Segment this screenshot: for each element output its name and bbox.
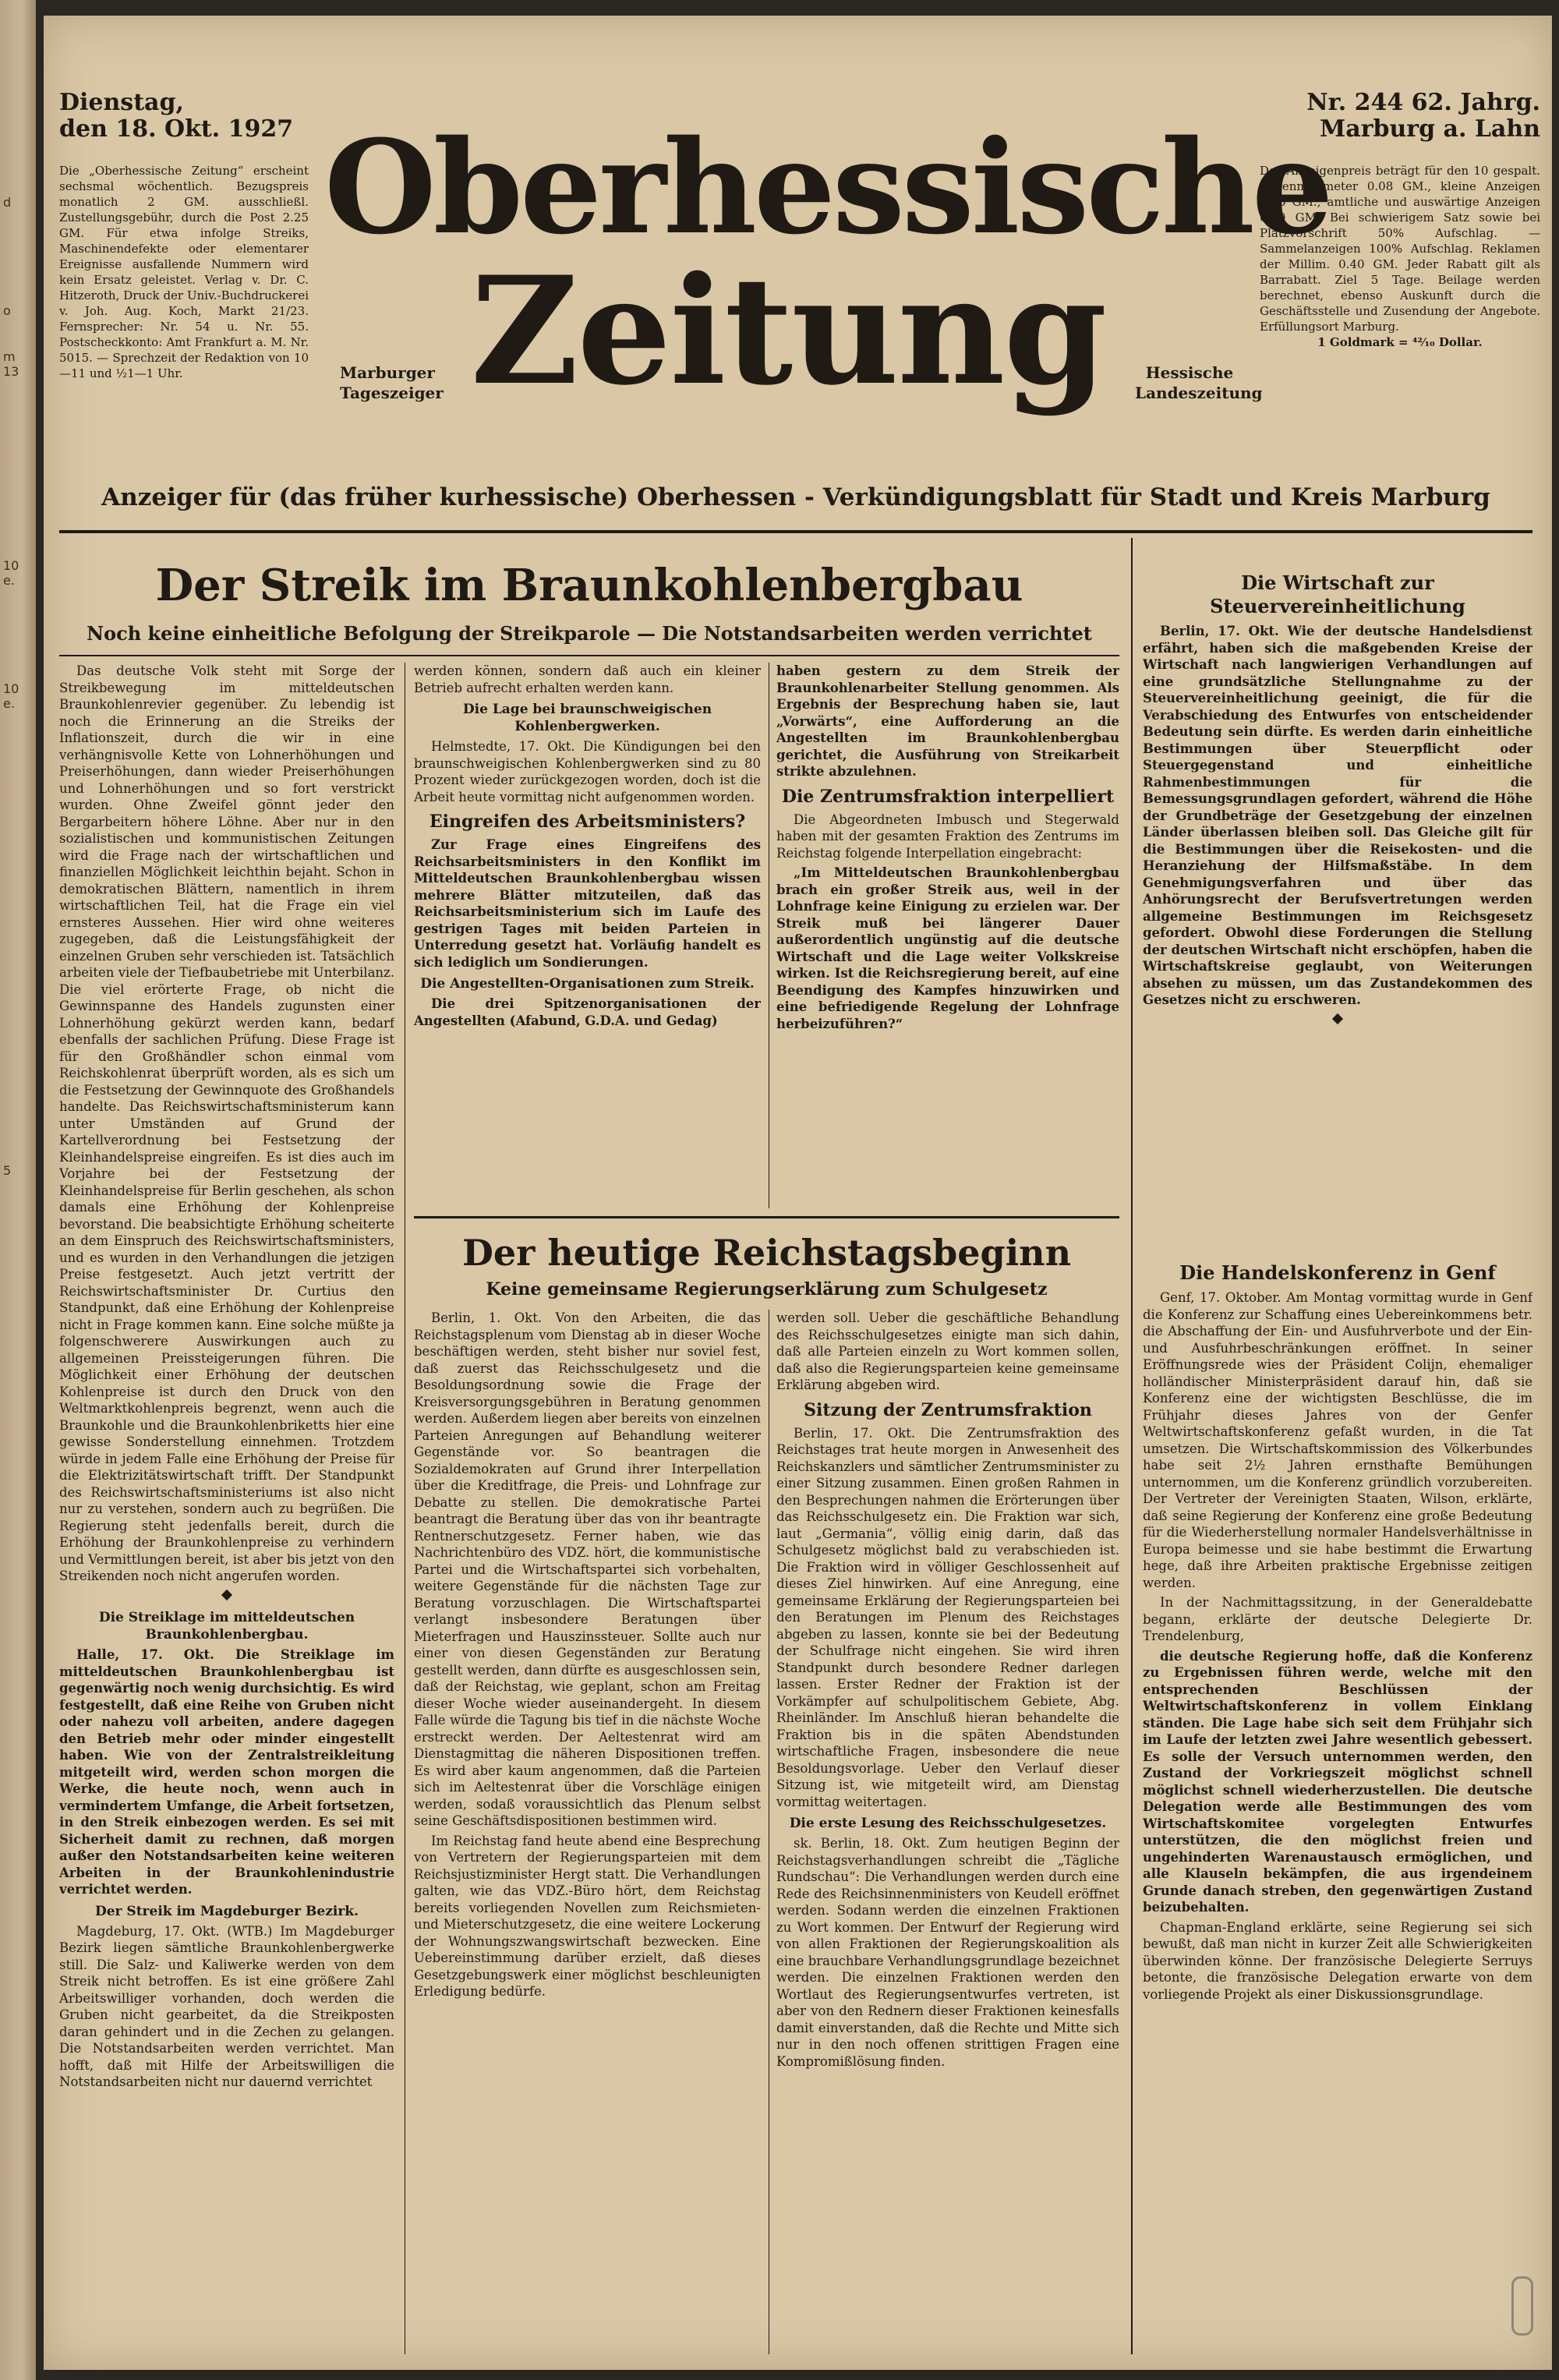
spine-text: o <box>3 303 11 318</box>
article1-subhead-zentrum: Die Zentrumsfraktion interpelliert <box>781 786 1115 807</box>
article2-paragraph-sitzung: Berlin, 17. Okt. Die Zentrumsfraktion des Reichstages trat heute morgen in Anwesenheit des Reichskanzlers und sämtlicher Zentrumsminister zu einer Sitzung zusammen. Einen großen Rahmen in den Besprechungen nahmen die Erörterungen über das Reichsschulgesetz ein. Die Fraktion war sich, laut „Germania“, völlig einig darin, daß das Schulgesetz möglichst bald zu verabschieden ist. Die Fraktion wird in völliger Geschlossenheit auf dieses Ziel hinwirken. Auf eine Anregung, eine gemeinsame Erklärung der Regierungsparteien bei den Beratungen im Plenum des Reichstages abgeben zu lassen, konnte sie bei der Bedeutung der Schulfrage nicht eingehen. Sie wird ihren Standpunkt durch besondere Redner darlegen lassen. Erster Redner der Fraktion ist der Vorkämpfer auf schulpolitischem Gebiete, Abg. Rheinländer. Im Anschluß hieran behandelte die Fraktion bis in die späten Abendstunden wirtschaftliche Fragen, insbesondere die neue Besoldungsvorlage. Ueber den Verlauf dieser Sitzung ist, wie mitgeteilt wird, am Dienstag vormittag weitertagen. <box>776 1425 1119 1809</box>
article2-subhead-sitzung: Sitzung der Zentrumsfraktion <box>804 1399 1092 1420</box>
article1-paragraph: haben gestern zu dem Streik der Braunkohlenarbeiter Stellung genommen. Als Ergebnis der Besprechung haben sie, laut „Vorwärts“, eine Aufforderung an die Angestellten im Braunkohlenbergbau gerichtet, die Ausführung von Streikarbeit strikte abzulehnen. <box>776 663 1119 779</box>
masthead-rule <box>59 530 1532 533</box>
article1-subhead-helmstedt: Die Lage bei braunschweigischen Kohlenbergwerken. <box>462 702 712 734</box>
separator-icon <box>59 1588 394 1605</box>
issue-number: Nr. 244 62. Jahrg. <box>1306 89 1540 116</box>
title-line-1: Oberhessische <box>324 111 1331 263</box>
article1-column-1 <box>59 663 394 2358</box>
article2-column-1 <box>414 1310 761 2358</box>
article1-paragraph: Das deutsche Volk steht mit Sorge der Streikbewegung im mitteldeutschen Braunkohlenrevier gegenüber. Zu lebendig ist noch die Erinnerung an die Streiks der Inflationszeit, durch die wir in eine verhängnisvolle Kette von Lohnerhöhungen und Preiserhöhungen, dann wieder Preiserhöhungen und Lohnerhöhungen und so fort verstrickt wurden. Ohne Zweifel gönnt jeder den Bergarbeitern höhere Löhne. Aber nur in den sozialistischen und kommunistischen Zeitungen wird die Frage nach der wirtschaftlichen und finanziellen Möglichkeit leichthin bejaht. Schon in demokratischen Blättern, namentlich in ihrem wirtschaftlichen Teil, hat die Frage ein viel ernsteres Aussehen. Hier wird ohne weiteres zugegeben, daß die Leistungsfähigkeit der einzelnen Gruben sehr verschieden ist. Tatsächlich arbeiten viele der Tiefbaubetriebe mit Unterbilanz. Die viel erörterte Frage, ob nicht die Gewinnspanne des Handels zugunsten einer Lohnerhöhung gekürzt werden kann, bedarf ebenfalls der sachlichen Prüfung. Diese Frage ist für den Großhändler schon einmal vom Reichskohlenrat überprüft worden, als es sich um die Festsetzung der Gewinnquote des Großhandels handelte. Das Reichswirtschaftsministerum kann unter Umständen auf Grund der Kartellverordnung bei Festsetzung der Kleinhandelspreise eingreifen. Es ist dies auch im Vorjahre bei der Festsetzung der Kleinhandelspreise für Berlin geschehen, als schon damals eine Erhöhung der Kohlenpreise bevorstand. Die beabsichtigte Erhöhung scheiterte an dem Einspruch des Reichswirtschaftsministers, und es wurden in den Verhandlungen die jetzigen Preise festgesetzt. Auch jetzt vertritt der Reichswirtschaftsminister Dr. Curtius den Standpunkt, daß eine Erhöhung der Kohlenpreise nicht in Frage kommen kann. Eine solche müßte ja folgenschwerere Auswirkungen auch zu allgemeinen Preissteigerungen führen. Die Möglichkeit einer Erhöhung der deutschen Kohlenpreise ist durch den Druck von den Weltmarktkohlenpreis begrenzt, wenn auch die Braunkohle und die Braunkohlenbriketts hier eine gewisse Sonderstellung einnehmen. Trotzdem würde in jedem Falle eine Erhöhung der Preise für die Elektrizitätswirtschaft trifft. Der Standpunkt des Reichswirtschaftsministeriums ist also nicht nur zu verstehen, sondern auch zu begrüßen. Die Regierung steht jedenfalls bereit, durch die Erhöhung der Braunkohlenpreise zu verhindern und Vermittlungen bereit, ist aber bis jetzt von den Streikenden noch nicht angerufen worden. <box>59 663 394 1583</box>
article1-paragraph-magdeburg: Magdeburg, 17. Okt. (WTB.) Im Magdeburger Bezirk liegen sämtliche Braunkohlenbergwerke still. Die Salz- und Kaliwerke werden von dem Streik nicht betroffen. Es ist eine größere Zahl Arbeitswilliger vorhanden, doch werden die Gruben nicht gearbeitet, da die Streikposten daran gehindert und in die Zechen zu gelangen. Die Notstandsarbeiten werden verrichtet. Man hofft, daß mit Hilfe der Arbeitswilligen die Notstandsarbeiten nicht nur dauernd verrichtet <box>59 1923 394 2089</box>
article2-subhead-lesung: Die erste Lesung des Reichsschulgesetzes. <box>789 1816 1107 1831</box>
article1-paragraph-angestellte: Die drei Spitzenorganisationen der Angestellten (Afabund, G.D.A. und Gedag) <box>414 996 761 1028</box>
left-tagline-1: Marburger <box>340 363 435 382</box>
article1-column-3 <box>776 663 1119 1208</box>
article4-column <box>1143 1255 1532 2358</box>
column-rule <box>1131 538 1133 2354</box>
date: den 18. Okt. 1927 <box>59 115 294 143</box>
paper-clip-icon <box>1511 2276 1533 2336</box>
article1-column-2 <box>414 663 761 1208</box>
article1-subhead-halle: Die Streiklage im mitteldeutschen Braunkohlenbergbau. <box>98 1610 355 1643</box>
article4-headline: Die Handelskonferenz in Genf <box>1179 1261 1496 1284</box>
article2-paragraph: Im Reichstag fand heute abend eine Besprechung von Vertretern der Regierungsparteien mit dem Reichsjustizminister Hergt statt. Die Verhandlungen galten, wie das VDZ.-Büro hört, dem Reichstag bereits vorliegenden Novellen zum Reichsmieten- und Mieterschutzgesetz, die eine weitere Lockerung der Wohnungszwangswirtschaft bezwecken. Eine Uebereinstimmung darüber erzielt, daß dieses Gesetzgebungswerk einer möglichst beschleunigten Erledigung bedürfe. <box>414 1833 761 1999</box>
article2-paragraph: werden soll. Ueber die geschäftliche Behandlung des Reichsschulgesetzes einigte man sich dahin, daß alle Parteien einzeln zu Wort kommen sollen, daß also die Regierungsparteien keine gemeinsame Erklärung abgeben wird. <box>776 1310 1119 1392</box>
article3-paragraph: Berlin, 17. Okt. Wie der deutsche Handelsdienst erfährt, haben sich die maßgebenden Kreise der Wirtschaft nach langwierigen Verhandlungen auf eine grundsätzliche Stellungnahme zu der Steuervereinheitlichung geeinigt, die für die Verabschiedung des Entwurfes von entscheidender Bedeutung sein dürfte. Es werden darin einheitliche Bestimmungen über Steuerpflicht oder Steuergegenstand und einheitliche Rahmenbestimmungen für die Bemessungsgrundlagen gefordert, während die Höhe der Grundbeträge der Gesetzgebung der einzelnen Länder überlassen bleiben soll. Das Gleiche gilt für die Bestimmungen über die Reisekosten- und die Heranziehung der Hilfsmaßstäbe. In dem Genehmigungsverfahren und über das Anhörungsrecht der Berufsvertretungen werden allgemeine Bestimmungen im Reichsgesetz gefordert. Obwohl diese Forderungen die Stellung der deutschen Wirtschaft nicht erschöpfen, haben die Wirtschaftskreise geglaubt, von Weiterungen absehen zu müssen, um das Zustandekommen des Gesetzes nicht zu erschweren. <box>1143 624 1532 1007</box>
article1-paragraph-minister: Zur Frage eines Eingreifens des Reichsarbeitsministers in den Konflikt im Mitteldeutschen Braunkohlenbergbau wissen mehrere Blätter mitzuteilen, daß das Reichsarbeitsministerium sich im Laufe des gestrigen Tages mit beiden Parteien in Unterredung gesetzt hat. Vorläufig handelt es sich lediglich um Sondierungen. <box>414 837 761 970</box>
newspaper-page <box>44 16 1552 2370</box>
adjacent-page-edge <box>0 0 36 2380</box>
article2-column-2 <box>776 1310 1119 2358</box>
spine-text: e. <box>3 573 15 588</box>
section-rule <box>414 1216 1119 1218</box>
article2-paragraph: Berlin, 1. Okt. Von den Arbeiten, die das Reichstagsplenum vom Dienstag ab in dieser Woche beschäftigen werden, steht bisher nur soviel fest, daß zuerst das Reichsschulgesetz und die Besoldungsordnung sowie die Frage der Kreisversorgungsgebühren in Beratung genommen werden. Außerdem liegen aber bereits von einzelnen Parteien Anregungen auf Behandlung weiterer Gegenstände vor. So beantragen die Sozialdemokraten auf Grund ihrer Interpellation über die Kreditfrage, die Preis- und Lohnfrage zur Debatte zu stellen. Die demokratische Partei beantragt die Beratung über das von ihr beantragte Rentnerschutzgesetz. Ferner haben, wie das Nachrichtenbüro des VDZ. hört, die kommunistische Partei und die Wirtschaftspartei sich vorbehalten, weitere Gegenstände für die nächsten Tage zur Beratung vorzuschlagen. Die Wirtschaftspartei verlangt insbesondere Beratungen über Mieterfragen und Hauszinssteuer. Sollte auch nur einer von diesen Gegenständen zur Beratung gestellt werden, dann dürfte es ausgeschlossen sein, daß der Reichstag, wie geplant, schon am Freitag dieser Woche wieder auseinandergeht. In diesem Falle würde die Tagung bis tief in die nächste Woche erstreckt werden. Der Aeltestenrat wird am Dienstagmittag die näheren Dispositionen treffen. Es wird aber kaum angenommen, daß die Parteien sich im Aeltestenrat über die Vorschläge einigen werden, sodaß voraussichtlich das Plenum selbst seine Geschäftsdispositionen bestimmen wird. <box>414 1310 761 1828</box>
article1-paragraph: werden können, sondern daß auch ein kleiner Betrieb aufrecht erhalten werden kann. <box>414 663 761 695</box>
article3-headline: Die Wirtschaft zur Steuervereinheitlichung <box>1210 571 1465 617</box>
spine-text: 5 <box>3 1163 12 1178</box>
left-tagline-2: Tageszeiger <box>340 384 444 402</box>
article1-subhead-magdeburg: Der Streik im Magdeburger Bezirk. <box>94 1903 359 1919</box>
article1-paragraph-halle: Halle, 17. Okt. Die Streiklage im mitteldeutschen Braunkohlenbergbau ist gegenwärtig noch wenig durchsichtig. Es wird festgestellt, daß eine Reihe von Gruben nicht oder nahezu voll arbeiten, andere dagegen den Betrieb mehr oder minder eingestellt haben. Wie von der Zentralstreikleitung mitgeteilt wird, werden schon morgen die Werke, die heute noch, wenn auch in vermindertem Umfange, die Arbeit fortsetzen, in den Streik einbezogen werden. Es sei mit Sicherheit damit zu rechnen, daß morgen außer den Notstandsarbeiten keine weiteren Arbeiten in der Braunkohlenindustrie verrichtet werden. <box>59 1647 394 1897</box>
article2-headline: Der heutige Reichstagsbeginn <box>461 1232 1072 1274</box>
article1-subhead-angestellte: Die Angestellten-Organisationen zum Streik. <box>420 976 755 992</box>
article1-subhead-minister: Eingreifen des Arbeitsministers? <box>429 812 746 832</box>
spine-text: d <box>3 195 12 210</box>
subtitle-banner: Anzeiger für (das früher kurhessische) Oberhessen - Verkündigungsblatt für Stadt und Kreis Marburg <box>101 483 1490 511</box>
right-tagline-1: Hessische <box>1145 363 1234 382</box>
headline-rule <box>59 655 1119 656</box>
advertising-rates: Der Anzeigenpreis beträgt für den 10 gespalt. Zeilenmillimeter 0.08 GM., kleine Anzeigen 0.06 GM., amtliche und auswärtige Anzeigen 0.10 GM. Bei schwierigem Satz sowie bei Platzvorschrift 50% Aufschlag. — Sammelanzeigen 100% Aufschlag. Reklamen der Millim. 0.40 GM. Jeder Rabatt gilt als Barrabatt. Ziel 5 Tage. Beilage werden berechnet, ebenso Auskunft durch die Geschäftsstelle und Zusendung der Angebote. Erfüllungsort Marburg. <box>1260 164 1540 334</box>
article4-paragraph-trendelenburg: die deutsche Regierung hoffe, daß die Konferenz zu Ergebnissen führen werde, welche mit den entsprechenden Beschlüssen der Weltwirtschaftskonferenz in vollem Einklang ständen. Die Lage habe sich seit dem Frühjahr sich im Laufe der letzten zwei Jahre wesentlich gebessert. Es solle der Versuch unternommen werden, den Zustand der Vorkriegszeit möglichst schnell möglichst schnell wiederherzustellen. Die deutsche Delegation werde alle Bestimmungen des vom Wirtschaftskomitee vorgelegten Entwurfes unterstützen, die den möglichst freien und ungehinderten Warenaustausch ermöglichen, und alle Klauseln bekämpfen, die aus irgendeinem Grunde danach streben, den gegenwärtigen Zustand beizubehalten. <box>1143 1648 1532 1915</box>
article4-paragraph: Chapman-England erklärte, seine Regierung sei sich bewußt, daß man nicht in kurzer Zeit alle Schwierigkeiten überwinden könne. Der französische Delegierte Serruys betonte, die französische Delegation erwarte von dem vorliegende Projekt als einer Diskussionsgrundlage. <box>1143 1919 1532 2002</box>
date-weekday: Dienstag, <box>59 89 184 116</box>
article1-paragraph-zentrum: Die Abgeordneten Imbusch und Stegerwald haben mit der gesamten Fraktion des Zentrums im Reichstag folgende Interpellation eingebracht: <box>776 812 1119 861</box>
spine-text: 13 <box>3 364 19 379</box>
exchange-rate: 1 Goldmark = ⁴²⁄₁₀ Dollar. <box>1317 335 1483 349</box>
article2-subheadline: Keine gemeinsame Regierungserklärung zum Schulgesetz <box>486 1279 1048 1300</box>
newspaper-title <box>324 111 1331 418</box>
right-tagline-2: Landeszeitung <box>1135 384 1263 402</box>
spine-text: e. <box>3 696 15 711</box>
spine-text: 10 <box>3 681 19 696</box>
masthead-left <box>59 90 309 381</box>
subscription-info: Die „Oberhessische Zeitung“ erscheint sechsmal wöchentlich. Bezugspreis monatlich 2 GM. ausschließl. Zustellungsgebühr, durch die Post 2.25 GM. Für etwa infolge Streiks, Maschinendefekte oder elementarer Ereignisse ausfallende Nummern wird kein Ersatz geleistet. Verlag v. Dr. C. Hitzeroth, Druck der Univ.-Buchdruckerei v. Joh. Aug. Koch, Markt 21/23. Fernsprecher: Nr. 54 u. Nr. 55. Postscheckkonto: Amt Frankfurt a. M. Nr. 5015. — Sprechzeit der Redaktion von 10—11 und ½1—1 Uhr. <box>59 164 309 380</box>
spine-text: m <box>3 349 16 364</box>
article4-paragraph: In der Nachmittagssitzung, in der Generaldebatte begann, erklärte der deutsche Delegierte Dr. Trendelenburg, <box>1143 1595 1532 1643</box>
article1-interpellation-quote: „Im Mitteldeutschen Braunkohlenbergbau brach ein großer Streik aus, weil in der Lohnfrage keine Einigung zu erzielen war. Der Streik muß bei längerer Dauer außerordentlich ungünstig auf die deutsche Wirtschaft und die Lage weiter Volkskreise wirken. Ist die Reichsregierung bereit, auf eine Beendigung des Kampfes hinzuwirken und eine befriedigende Regelung der Lohnfrage herbeizuführen?“ <box>776 865 1119 1031</box>
separator-icon <box>1143 1012 1532 1029</box>
right-tagline <box>1135 362 1263 403</box>
spine-text: 10 <box>3 558 19 573</box>
article3-column <box>1143 565 1532 1251</box>
article4-paragraph: Genf, 17. Oktober. Am Montag vormittag wurde in Genf die Konferenz zur Schaffung eines Uebereinkommens betr. die Abschaffung der Ein- und Ausfuhrverbote und der Ein- und Ausfuhrbeschränkungen eröffnet. In seiner Eröffnungsrede wies der Präsident Colijn, ehemaliger holländischer Ministerpräsident darauf hin, daß sie Konferenz eine der wichtigsten Beschlüsse, die im Frühjahr dieses Jahres von der Genfer Weltwirtschaftskonferenz gefaßt wurden, in die Tat umsetzen. Die Wirtschaftskommission des Völkerbundes habe seit 2½ Jahren ernsthafte Bemühungen unternommen, um die Konferenz gründlich vorzubereiten. Der Vertreter der Vereinigten Staaten, Wilson, erklärte, daß seine Regierung der Konferenz eine große Bedeutung für die Wiederherstellung normaler Handelsverhältnisse in Europa beimesse und sie habe bestimmt die Erwartung hege, daß ihre Arbeiten praktische Ergebnisse zeitigen werden. <box>1143 1290 1532 1590</box>
article1-subheadline: Noch keine einheitliche Befolgung der Streikparole — Die Notstandsarbeiten werden verrichtet <box>87 622 1092 645</box>
publication-place: Marburg a. Lahn <box>1320 115 1540 143</box>
article1-paragraph-helmstedt: Helmstedte, 17. Okt. Die Kündigungen bei den braunschweigischen Kohlenbergwerken sind zu 80 Prozent wieder zurückgezogen worden, doch ist die Arbeit heute vormittag nicht aufgenommen worden. <box>414 739 761 805</box>
title-line-2: Zeitung <box>470 244 1106 418</box>
left-tagline <box>340 362 444 403</box>
article1-headline: Der Streik im Braunkohlenbergbau <box>155 560 1023 611</box>
article2-paragraph-lesung: sk. Berlin, 18. Okt. Zum heutigen Beginn der Reichstagsverhandlungen schreibt die „Tägliche Rundschau“: Die Verhandlungen werden durch eine Rede des Reichsinnenministers von Keudell eröffnet werden. Sodann werden die einzelnen Fraktionen zu Wort kommen. Der Entwurf der Regierung wird von allen Fraktionen der Regierungskoalition als eine brauchbare Verhandlungsgrundlage bezeichnet werden. Die einzelnen Fraktionen werden den Wortlaut des Regierungsentwurfes vertreten, ist aber von den Rednern dieser Fraktionen keinesfalls damit einverstanden, daß die Rechte und Mitte sich nur in den noch offenen strittigen Fragen eine Kompromißlösung finden. <box>776 1836 1119 2069</box>
